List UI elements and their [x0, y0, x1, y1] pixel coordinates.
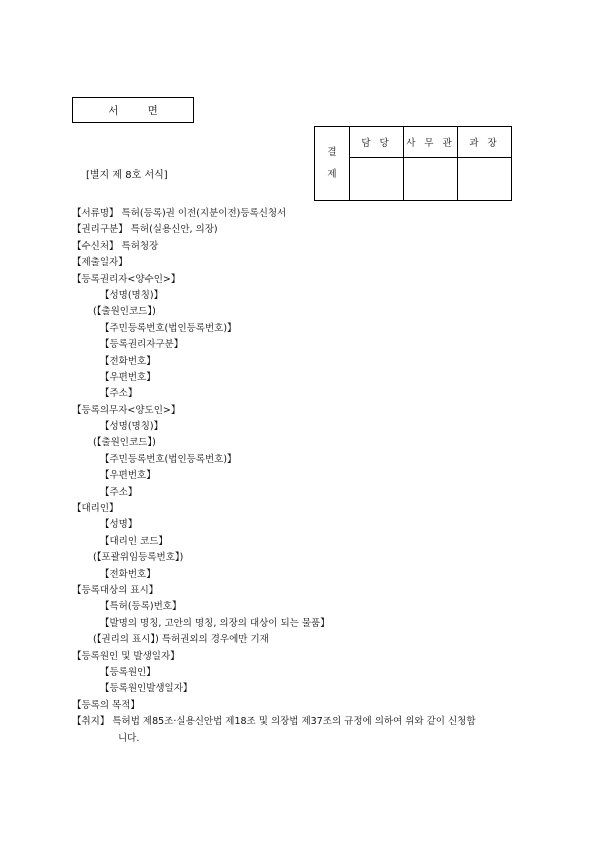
field-invention-title: 【발명의 명칭, 고안의 명칭, 의장의 대상이 되는 물품】 — [100, 617, 330, 629]
field-holder-address: 【주소】 — [100, 388, 138, 400]
field-obligor-applicant-code: (【출원인코드】) — [93, 437, 156, 449]
field-holder-phone: 【전화번호】 — [100, 355, 156, 367]
approval-signature-staff[interactable] — [350, 158, 404, 201]
approval-signature-officer[interactable] — [404, 158, 458, 201]
field-agent-phone: 【전화번호】 — [100, 568, 156, 580]
approval-side-label-bottom: 제 — [327, 168, 337, 180]
field-submission-date: 【제출일자】 — [72, 257, 128, 269]
section-registration-holder: 【등록권리자<양수인>】 — [72, 273, 181, 285]
section-agent: 【대리인】 — [72, 503, 119, 515]
field-cause: 【등록원인】 — [100, 666, 156, 678]
field-obligor-resident-number: 【주민등록번호(법인등록번호)】 — [100, 453, 237, 465]
field-obligor-postal-code: 【우편번호】 — [100, 470, 156, 482]
form-fields — [72, 206, 540, 747]
field-right-indication: (【권리의 표시】) 특허권외의 경우에만 기재 — [93, 634, 269, 646]
field-agent-name: 【성명】 — [100, 519, 138, 531]
field-right-category: 【권리구분】 특허(실용신안, 의장) — [72, 224, 218, 236]
field-holder-postal-code: 【우편번호】 — [100, 371, 156, 383]
field-document-name: 【서류명】 특허(등록)권 이전(지분이전)등록신청서 — [72, 208, 287, 219]
approval-header-chief: 과 장 — [458, 127, 512, 158]
field-patent-number: 【특허(등록)번호】 — [100, 601, 182, 613]
form-number: [별지 제 8호 서식] — [86, 170, 168, 181]
field-purport — [72, 714, 540, 747]
document-title: 서 면 — [72, 97, 194, 123]
section-registration-obligor: 【등록의무자<양도인>】 — [72, 404, 181, 416]
field-agent-power-number: (【포괄위임등록번호】) — [93, 552, 184, 564]
section-registration-cause: 【등록원인 및 발생일자】 — [72, 650, 180, 662]
approval-signature-chief[interactable] — [458, 158, 512, 201]
field-holder-applicant-code: (【출원인코드】) — [93, 306, 156, 318]
field-holder-name: 【성명(명칭)】 — [100, 289, 164, 301]
approval-side-label — [315, 127, 350, 201]
field-holder-category: 【등록권리자구분】 — [100, 339, 184, 351]
field-purport-continuation: 니다. — [118, 732, 140, 744]
field-holder-resident-number: 【주민등록번호(법인등록번호)】 — [100, 322, 237, 334]
field-agent-code: 【대리인 코드】 — [100, 535, 168, 547]
field-cause-date: 【등록원인발생일자】 — [100, 683, 193, 695]
field-obligor-name: 【성명(명칭)】 — [100, 421, 164, 433]
approval-side-label-top: 결 — [327, 146, 337, 158]
field-recipient: 【수신처】 특허청장 — [72, 240, 159, 252]
field-registration-purpose: 【등록의 목적】 — [72, 699, 140, 711]
field-purport-text: 【취지】 특허법 제85조·실용신안법 제18조 및 의장법 제37조의 규정에 의하여 위와 같이 신청합 — [72, 716, 476, 728]
approval-header-staff: 담 당 — [350, 127, 404, 158]
approval-header-officer: 사 무 관 — [404, 127, 458, 158]
field-obligor-address: 【주소】 — [100, 486, 138, 498]
approval-table — [314, 126, 512, 201]
section-registration-subject: 【등록대상의 표시】 — [72, 584, 159, 596]
